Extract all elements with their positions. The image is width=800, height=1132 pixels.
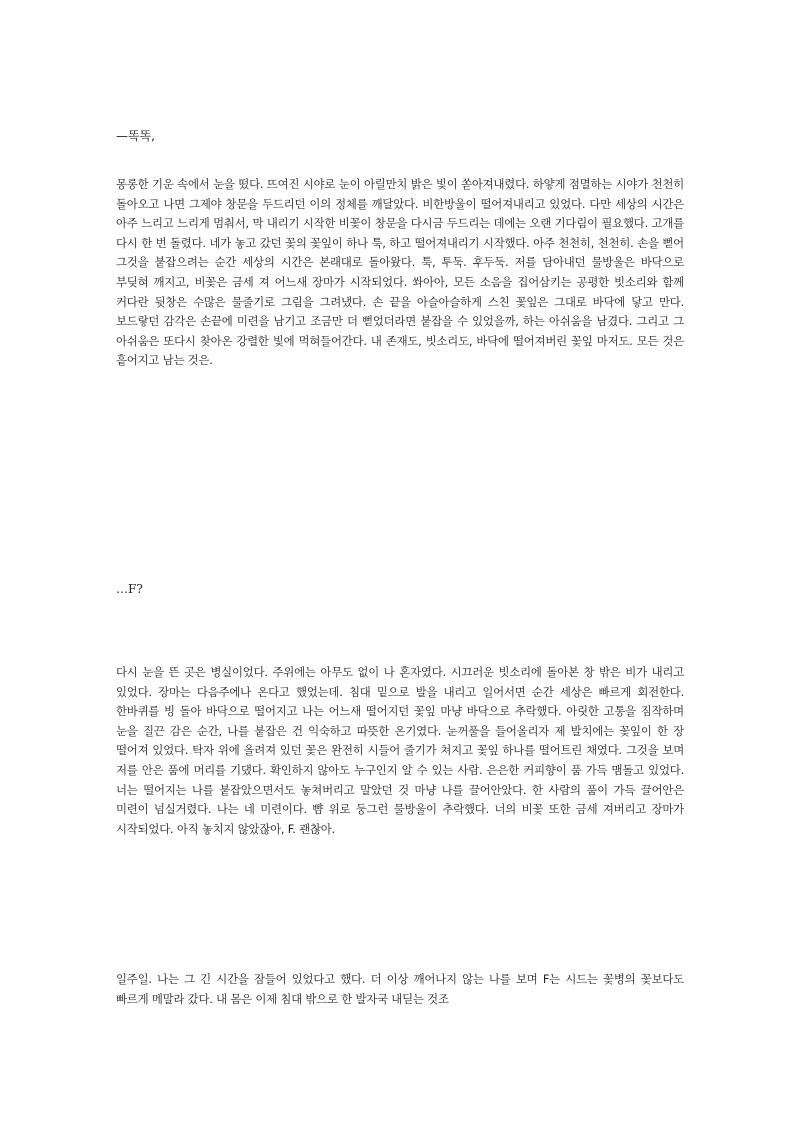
paragraph-1: 몽롱한 기운 속에서 눈을 떴다. 뜨여진 시야로 눈이 아릴만치 밝은 빛이 쏟아져내렸다. 하얗게 점멸하는 시야가 천천히 돌아오고 나면 그제야 창문을 두드리던 이의 정체를 깨달았다. 비한방울이 떨어져내리고 있었다. 다만 세상의 시간은 아주 느리고 느리게 멈춰서, 막 내리기 시작한 비꽃이 창문을 다시금 두드리는 데에는 오랜 기다림이 필요했다. 고개를 다시 한 번 돌렸다. 네가 놓고 갔던 꽃의 꽃잎이 하나 툭, 하고 떨어져내리기 시작했다. 아주 천천히, 천천히. 손을 뻗어 그것을 붙잡으려는 순간 세상의 시간은 본래대로 돌아왔다. 툭, 투둑. 후두둑. 저를 담아내던 물방울은 바닥으로 부딪혀 깨지고, 비꽃은 금세 져 어느새 장마가 시작되었다. 쏴아아, 모든 소음을 집어삼키는 공평한 빗소리와 함께 커다란 뒷창은 수많은 물줄기로 그림을 그려냈다. 손 끝을 아슬아슬하게 스친 꽃잎은 그대로 바닥에 닿고 만다. 보드랗던 감각은 손끝에 미련을 남기고 조금만 더 뻗었더라면 붙잡을 수 있었을까, 하는 아쉬움을 남겼다. 그리고 그 아쉬움은 또다시 찾아온 강렬한 빛에 먹혀들어간다. 내 존재도, 빗소리도, 바닥에 떨어져버린 꽃잎 마저도. 모든 것은 흩어지고 남는 것은. xyxy=(116,177,684,368)
document-page xyxy=(116,0,684,1132)
opening-sound-text: —똑똑, xyxy=(116,129,155,143)
ellipsis-name-text: …F? xyxy=(116,582,143,596)
paragraph-3: 일주일. 나는 그 긴 시간을 잠들어 있었다고 했다. 더 이상 깨어나지 않는 나를 보며 F는 시드는 꽃병의 꽃보다도 빠르게 메말라 갔다. 내 몸은 이제 침대 밖으로 한 발자국 내딛는 것조 xyxy=(116,972,684,1006)
paragraph-2: 다시 눈을 뜬 곳은 병실이었다. 주위에는 아무도 없이 나 혼자였다. 시끄러운 빗소리에 돌아본 창 밖은 비가 내리고 있었다. 장마는 다음주에나 온다고 했었는데. 침대 밑으로 발을 내리고 일어서면 순간 세상은 빠르게 회전한다. 한바퀴를 빙 돌아 바닥으로 떨어지고 나는 어느새 떨어지던 꽃잎 마냥 바닥으로 추락했다. 아릿한 고통을 짐작하며 눈을 질끈 감은 순간, 나를 붙잡은 건 익숙하고 따뜻한 온기였다. 눈꺼풀을 들어올리자 제 발치에는 꽃잎이 한 장 떨어져 있었다. 탁자 위에 올려져 있던 꽃은 완전히 시들어 줄기가 쳐지고 꽃잎 하나를 떨어트린 채였다. 그것을 보며 저를 안은 품에 머리를 기댔다. 확인하지 않아도 누구인지 알 수 있는 사람. 은은한 커피향이 품 가득 맴돌고 있었다. 너는 떨어지는 나를 붙잡았으면서도 놓쳐버리고 말았던 것 마냥 나를 끌어안았다. 한 사람의 품이 가득 끌어안은 미련이 넘실거렸다. 나는 네 미련이다. 뺨 위로 둥그런 물방울이 추락했다. 너의 비꽃 또한 금세 져버리고 장마가 시작되었다. 아직 놓치지 않았잖아, F. 괜찮아. xyxy=(116,665,684,836)
